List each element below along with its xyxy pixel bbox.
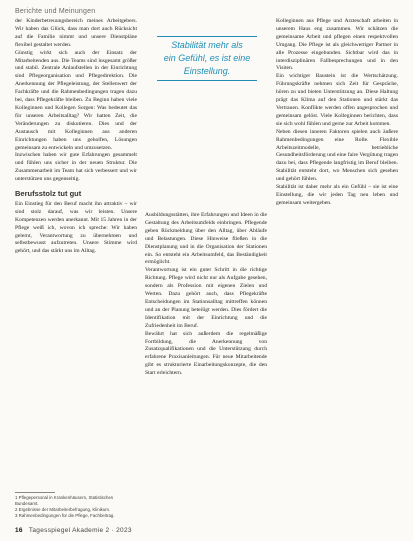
page-footer	[15, 527, 132, 534]
paragraph: Kolleginnen aus Pflege und Ärzteschaft arbeiten in unserem Haus eng zusammen. Wir schätzen die gemeinsame Arbeit und pflegen einen respektvollen Umgang. Die Pflege ist als gleichwertiger Partner in alle Prozesse eingebunden. Sichtbar wird das in interdisziplinären Fallbesprechungen und in den Visiten.	[276, 18, 398, 72]
paragraph: Ein wichtiger Baustein ist die Wertschätzung. Führungskräfte nehmen sich Zeit für Gespräche, hören zu und bieten Unterstützung an. Diese Haltung prägt das Klima auf den Stationen und stärkt das Vertrauen. Konflikte werden offen angesprochen und gemeinsam gelöst. Viele Kolleginnen berichten, dass sie sich wohl fühlen und gerne zur Arbeit kommen.	[276, 73, 398, 127]
paragraph: Ausbildungsstätten, ihre Erfahrungen und Ideen in die Gestaltung des Arbeitsumfelds einbringen. Pflegende geben Rückmeldung über den Alltag, über Abläufe und Belastungen. Diese Hinweise fließen in die Dienstplanung und in die Organisation der Stationen ein. So entsteht ein Arbeitsumfeld, das Beständigkeit ermöglicht.	[145, 212, 267, 266]
pull-quote-line: Stabilität mehr als	[171, 40, 243, 50]
subheading: Berufsstolz tut gut	[15, 189, 82, 199]
paragraph: der Kinderbetreuungsbereich meines Arbeitgebers. Wir haben das Glück, dass man dort auch Rücksicht auf die Familie nimmt und unsere Dienstpläne flexibel gestaltet werden.	[15, 18, 137, 48]
pull-quote-line: ein Gefühl, es ist eine	[163, 53, 251, 63]
footnote: 2 Ergebnisse der Mitarbeiterbefragung, Klinikum.	[15, 506, 111, 512]
paragraph: Günstig wirkt sich auch der Einsatz der Mitarbeitenden aus. Die Teams sind insgesamt größer und stabil. Zentrale Anlaufstellen in der Einrichtung sind Pflegeorganisation und Pflegedirektion. Die Anerkennung der Pflegeleistung, der Stellenwert der Fachkräfte und die Rahmenbedingungen tragen dazu bei, dass Pflegekräfte bleiben. Zu Beginn haben viele Kolleginnen und Kollegen Sorgen: Was bedeutet das für unseren Arbeitsalltag? Wir hatten Zeit, die Veränderungen zu diskutieren. Dies und der Austausch mit Kolleginnen aus anderen Einrichtungen haben uns geholfen, Lösungen gemeinsam zu entwickeln und umzusetzen.	[15, 49, 137, 151]
paragraph: Bewährt hat sich außerdem die regelmäßige Fortbildung, die Anerkennung von Zusatzqualifikationen und die Unterstützung durch erfahrene Praxisanleitungen. Für neue Mitarbeitende gibt es strukturierte Einarbeitungskonzepte, die den Start erleichtern.	[145, 330, 267, 377]
publication-name: Tagesspiegel Akademie 2 · 2023	[28, 527, 132, 534]
footnote: 3 Rahmenbedingungen für die Pflege, Fachbeitrag.	[15, 512, 115, 518]
pull-quote-line: Einstellung.	[183, 66, 231, 76]
paragraph: Verantwortung ist ein guter Schritt in die richtige Richtung. Pflege wird nicht nur als Aufgabe gesehen, sondern als Profession mit eigenen Zielen und Werten. Dazu gehört auch, dass Pflegekräfte Entscheidungen im Stationsalltag mittreffen können und an der Planung beteiligt werden. Dies fördert die Identifikation mit der Einrichtung und die Zufriedenheit im Beruf.	[145, 267, 267, 329]
footnotes	[15, 492, 137, 519]
pull-quote	[157, 34, 257, 83]
column-right	[276, 18, 398, 518]
paragraph: Neben diesen inneren Faktoren spielen auch äußere Rahmenbedingungen eine Rolle. Flexible Arbeitszeitmodelle, betriebliche Gesundheitsförderung und eine faire Vergütung tragen dazu bei, dass Pflegende langfristig im Beruf bleiben. Stabilität entsteht dort, wo Menschen sich gesehen und gehört fühlen.	[276, 128, 398, 183]
column-left	[15, 18, 137, 510]
column-middle	[145, 212, 267, 512]
page-number: 16	[15, 527, 23, 534]
paragraph: Inzwischen haben wir gute Erfahrungen gesammelt und fühlen uns sicher in der neuen Struktur. Die Zusammenarbeit im Team hat sich verbessert und wir unterstützen uns gegenseitig.	[15, 152, 137, 183]
footnote-separator	[15, 492, 55, 493]
paragraph: Ein Einstieg für den Beruf macht ihn attraktiv – wir sind stolz darauf, was wir leisten. Unsere Kompetenzen werden anerkannt. Mit 15 Jahren in der Pflege weiß ich, wovon ich spreche: Wir haben gelernt, Verantwortung zu übernehmen und selbstbewusst aufzutreten. Unsere Stimme wird gehört, und das stärkt uns im Alltag.	[15, 200, 137, 255]
pull-quote-rule	[157, 80, 257, 81]
paragraph: Stabilität ist daher mehr als ein Gefühl – sie ist eine Einstellung, die wir jeden Tag neu leben und gemeinsam weitergeben.	[276, 184, 398, 206]
section-header: Berichte und Meinungen	[15, 8, 96, 15]
footnote: 1 Pflegepersonal in Krankenhäusern, Statistisches Bundesamt.	[15, 494, 114, 506]
pull-quote-rule	[157, 36, 257, 37]
